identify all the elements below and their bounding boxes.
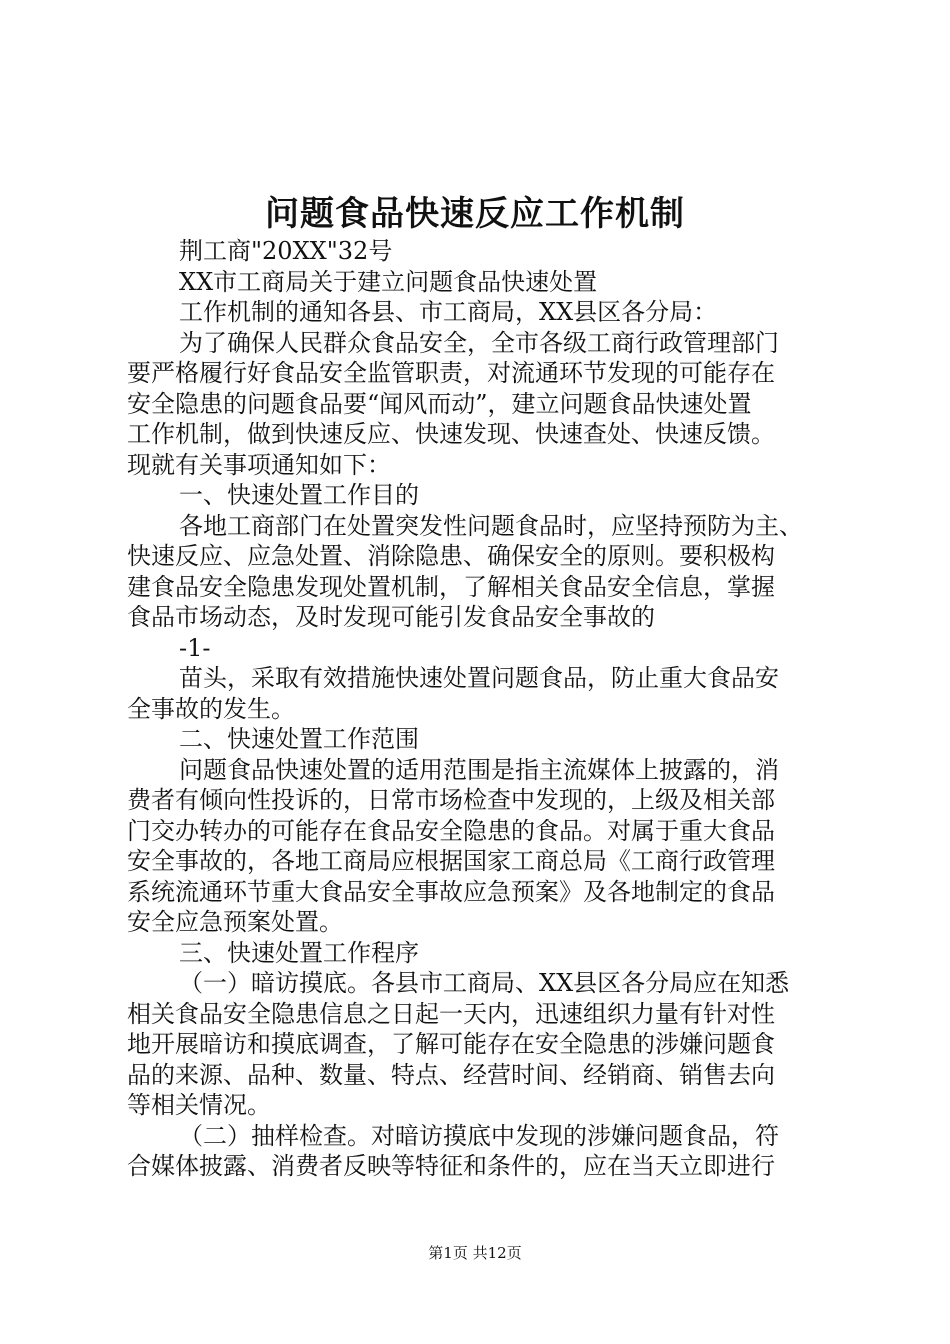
text-line: （一）暗访摸底。各县市工商局、XX县区各分局应在知悉 xyxy=(179,969,790,997)
text-line: XX市工商局关于建立问题食品快速处置 xyxy=(179,267,598,296)
text-line: 合媒体披露、消费者反映等特征和条件的，应在当天立即进行 xyxy=(127,1152,775,1180)
text-line: （二）抽样检查。对暗访摸底中发现的涉嫌问题食品，符 xyxy=(179,1121,779,1150)
text-line: 建食品安全隐患发现处置机制，了解相关食品安全信息，掌握 xyxy=(127,572,775,601)
text-line: 工作机制的通知各县、市工商局，XX县区各分局： xyxy=(179,298,718,326)
text-line: 问题食品快速处置的适用范围是指主流媒体上披露的，消 xyxy=(179,755,779,784)
text-line: 一、快速处置工作目的 xyxy=(179,481,419,509)
text-line: 荆工商"20XX"32号 xyxy=(179,237,393,265)
document-body xyxy=(127,236,832,1182)
text-line: 等相关情况。 xyxy=(127,1091,271,1119)
text-line: 安全隐患的问题食品要“闻风而动”，建立问题食品快速处置 xyxy=(127,389,752,418)
text-line: 地开展暗访和摸底调查，了解可能存在安全隐患的涉嫌问题食 xyxy=(127,1030,775,1058)
text-line: -1- xyxy=(179,633,211,662)
text-line: 安全应急预案处置。 xyxy=(127,908,343,936)
text-line: 现就有关事项通知如下： xyxy=(127,450,391,479)
text-line: 全事故的发生。 xyxy=(127,694,295,723)
text-line: 苗头，采取有效措施快速处置问题食品，防止重大食品安 xyxy=(179,664,779,692)
text-line: 快速反应、应急处置、消除隐患、确保安全的原则。要积极构 xyxy=(127,542,775,570)
page-footer: 第1页 共12页 xyxy=(428,1244,522,1262)
text-line: 三、快速处置工作程序 xyxy=(179,938,419,967)
text-line: 各地工商部门在处置突发性问题食品时，应坚持预防为主、 xyxy=(179,511,803,540)
text-line: 工作机制，做到快速反应、快速发现、快速查处、快速反馈。 xyxy=(127,420,775,448)
text-line: 安全事故的，各地工商局应根据国家工商总局《工商行政管理 xyxy=(127,847,775,875)
text-line: 品的来源、品种、数量、特点、经营时间、经销商、销售去向 xyxy=(127,1060,775,1089)
text-line: 二、快速处置工作范围 xyxy=(179,725,419,753)
text-line: 门交办转办的可能存在食品安全隐患的食品。对属于重大食品 xyxy=(127,816,775,845)
text-line: 相关食品安全隐患信息之日起一天内，迅速组织力量有针对性 xyxy=(127,999,775,1028)
text-line: 费者有倾向性投诉的，日常市场检查中发现的，上级及相关部 xyxy=(127,786,775,814)
text-line: 为了确保人民群众食品安全，全市各级工商行政管理部门 xyxy=(179,328,779,357)
text-line: 要严格履行好食品安全监管职责，对流通环节发现的可能存在 xyxy=(127,359,775,387)
text-line: 食品市场动态，及时发现可能引发食品安全事故的 xyxy=(127,603,655,631)
text-line: 系统流通环节重大食品安全事故应急预案》及各地制定的食品 xyxy=(127,877,775,906)
document-title: 问题食品快速反应工作机制 xyxy=(265,194,685,234)
